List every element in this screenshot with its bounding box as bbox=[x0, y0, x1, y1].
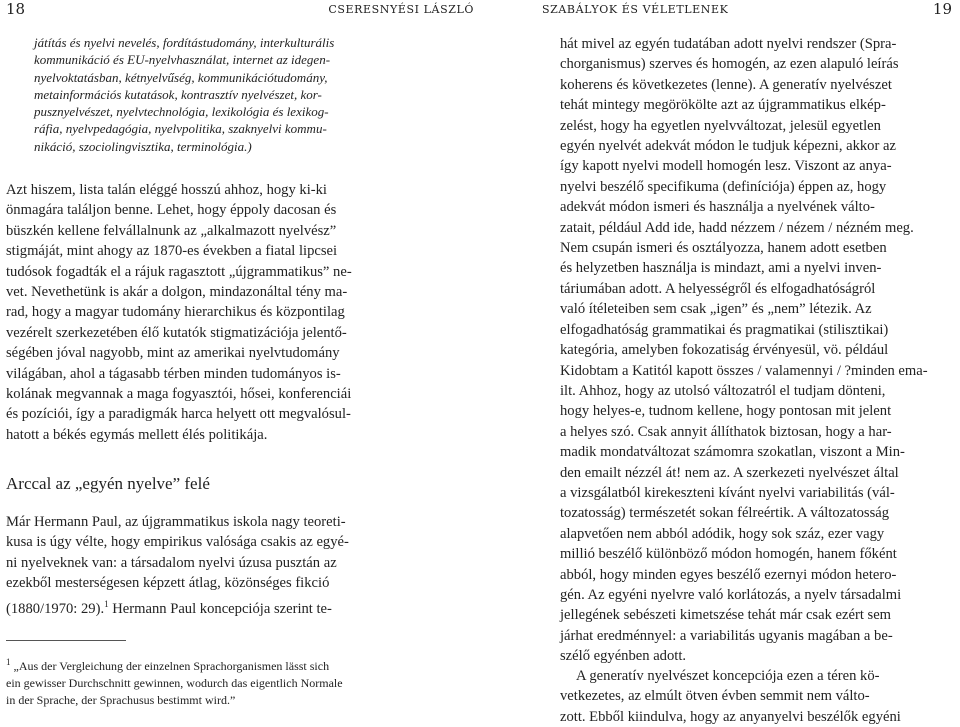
italic-line: metainformációs kutatások, kontrasztív nyelvészet, kor- bbox=[34, 86, 322, 102]
text-line: Kidobtam a Katitól kapott összes / valamennyi / ?minden ema- bbox=[560, 362, 928, 379]
footnote-line: ein gewisser Durchschnitt gewinnen, wodurch das eigentlich Normale bbox=[6, 675, 343, 690]
text-line: koherens és következetes (lenne). A generatív nyelvészet bbox=[560, 76, 892, 93]
citation: (1880/1970: 29). bbox=[6, 600, 105, 617]
text-line: tozatosság) természetét sokan félreértik. A változatosság bbox=[560, 505, 890, 522]
text-line: zott. Ebből kiindulva, hogy az anyanyelvi beszélők egyéni bbox=[560, 708, 901, 725]
text-line: Már Hermann Paul, az újgrammatikus iskola nagy teoreti- bbox=[6, 514, 346, 530]
page-number-left: 18 bbox=[6, 0, 26, 18]
text-line: nyelvi beszélő specifikuma (definíciója) éppen az, hogy bbox=[560, 178, 887, 195]
text-line: elfogadhatóság grammatikai és pragmatikai (stilisztikai) bbox=[560, 321, 889, 338]
italic-line: játítás és nyelvi nevelés, fordítástudomány, interkulturális bbox=[34, 35, 335, 50]
footnote-number: 1 bbox=[6, 657, 11, 667]
text-line: alapvetően nem abból adódik, hogy sok száz, ezer vagy bbox=[560, 525, 885, 542]
text-line: ezekből mesterségesen képzett átlag, közönséges fikció bbox=[6, 575, 330, 592]
paragraph-right-2 bbox=[560, 666, 956, 727]
text-line: vet. Nevethetünk is akár a dolgon, mindazonáltal tény ma- bbox=[6, 284, 348, 301]
text-line: hogy helyes-e, tudnom kellene, hogy pontosan mit jelent bbox=[560, 403, 892, 420]
text-line: büszkén kellene felvállalnunk az „alkalmazott nyelvész” bbox=[6, 222, 337, 239]
text-line: ilt. Ahhoz, hogy az utolsó változatról el tudjam dönteni, bbox=[560, 382, 886, 399]
text-line: jellegének sebészeti kimetszése tehát már csak ezért sem bbox=[560, 607, 892, 624]
text-line: egyén nyelvét adekvát módon le tudjuk képezni, akkor az bbox=[560, 138, 896, 155]
running-head-left: CSERESNYÉSI LÁSZLÓ bbox=[328, 3, 474, 16]
text-line: madik mondatváltozat számomra szokatlan, viszont a Min- bbox=[560, 444, 905, 461]
paragraph-left-1 bbox=[6, 180, 410, 445]
footnote bbox=[6, 654, 410, 708]
paragraph-right-1 bbox=[560, 34, 956, 667]
footnote-divider bbox=[6, 640, 126, 641]
text-line: adekvát módon ismeri és használja a nyelvének válto- bbox=[560, 199, 875, 216]
text-line: a helyes szó. Csak annyit állíthatok biztosan, hogy a har- bbox=[560, 423, 892, 440]
text-line: önmagára találjon benne. Lehet, hogy éppoly dacosan és bbox=[6, 202, 337, 219]
text-line: ségében jóval nagyobb, mint az amerikai nyelvtudomány bbox=[6, 345, 340, 362]
italic-line: kommunikáció és EU-nyelvhasználat, internet az idegen- bbox=[34, 52, 331, 68]
text-line: ni nyelveknek van: a társadalom nyelvi úzusa pusztán az bbox=[6, 554, 337, 571]
text-line: tehát mintegy megörökölte azt az újgrammatikus elkép- bbox=[560, 97, 886, 114]
text-line: millió beszélő különböző módon homogén, hanem főként bbox=[560, 546, 897, 563]
text-line: így kapott nyelvi modell homogén lesz. Viszont az anya- bbox=[560, 158, 892, 175]
text-line: den emailt nézzél át! nem az. A szerkezeti nyelvészet által bbox=[560, 464, 899, 481]
text-line: zelést, hogy ha egyetlen nyelvváltozat, jelesül egyetlen bbox=[560, 117, 881, 134]
text-line: vetkezetes, az elmúlt ötven évben semmit nem válto- bbox=[560, 688, 870, 705]
text-line: világában, ahol a tágasabb térben minden tudományos is- bbox=[6, 365, 341, 382]
footnote-reference[interactable]: 1 bbox=[104, 598, 109, 609]
text-line: stigmáját, mint ahogy az 1870-es években a fiatal lipcsei bbox=[6, 243, 338, 260]
text-line: gén. Az egyéni nyelvre való korlátozás, a nyelv társadalmi bbox=[560, 586, 902, 603]
left-page bbox=[0, 0, 480, 706]
text-line: vezérelt szerkezetében élő kutatók stigmatizációja jelentő- bbox=[6, 324, 347, 341]
text-line: A generatív nyelvészet koncepciója ezen a téren kö- bbox=[576, 668, 880, 684]
text-line bbox=[6, 594, 410, 619]
footnote-line: in der Sprache, der Sprachusus bestimmt wird.” bbox=[6, 692, 236, 707]
page-number-right: 19 bbox=[932, 0, 952, 18]
italic-line: nyelvoktatásban, kétnyelvűség, kommunikációtudomány, bbox=[34, 69, 328, 85]
text-line: Nem csupán ismeri és osztályozza, hanem adott esetben bbox=[560, 240, 887, 257]
italic-line: ráfia, nyelvpedagógia, nyelvpolitika, szaknyelvi kommu- bbox=[34, 121, 327, 137]
italic-line: pusznyelvészet, nyelvtechnológia, lexikológia és lexikog- bbox=[34, 104, 329, 120]
text-line: és pozíciói, így a paradigmák harca helyett ott megvalósul- bbox=[6, 406, 351, 423]
section-heading: Arccal az „egyén nyelve” felé bbox=[6, 474, 210, 493]
text-line: rad, hogy a magyar tudomány hierarchikus és központilag bbox=[6, 304, 345, 321]
footnote-text: „Aus der Vergleichung der einzelnen Sprachorganismen lässt sich bbox=[13, 659, 330, 673]
text-fragment: Hermann Paul koncepciója szerint te- bbox=[112, 600, 332, 617]
text-line: való ítéleteiben sem csak „igen” és „nem” létezik. Az bbox=[560, 301, 872, 318]
text-line: chorganismus) szerves és homogén, az ezen alapuló leírás bbox=[560, 56, 899, 73]
text-line: és helyzetben használja is mindazt, ami a nyelvi inven- bbox=[560, 260, 882, 277]
text-line: hatott a békés egymás mellett élés politikája. bbox=[6, 426, 268, 443]
text-line: a vizsgálatból kirekeszteni kívánt nyelvi variabilitás (vál- bbox=[560, 484, 895, 501]
text-line: szélő egyénben adott. bbox=[560, 648, 687, 665]
text-line: táriumában adott. A helyességről és elfogadhatóságról bbox=[560, 280, 876, 297]
text-line: abból, hogy minden egyes beszélő ezernyi módon hetero- bbox=[560, 566, 897, 583]
italic-line: nikáció, szociolingvisztika, terminológia.) bbox=[34, 138, 252, 154]
italic-list-block bbox=[34, 34, 409, 155]
text-line: kategória, amelyben fokozatiság érvényesül, vö. például bbox=[560, 342, 889, 359]
text-line: járhat eredménnyel: a variabilitás ugyanis magában a be- bbox=[560, 627, 893, 644]
text-line: kusa is úgy vélte, hogy empirikus valósága csakis az egyé- bbox=[6, 534, 349, 551]
text-line: Azt hiszem, lista talán eléggé hosszú ahhoz, hogy ki-ki bbox=[6, 182, 327, 198]
running-head-right: SZABÁLYOK ÉS VÉLETLENEK bbox=[542, 3, 729, 16]
paragraph-left-2 bbox=[6, 512, 410, 619]
text-line: zatait, például Add ide, hadd nézzem / nézem / nézném meg. bbox=[560, 219, 914, 236]
text-line: kolának megvannak a maga fogyasztói, hősei, konferenciái bbox=[6, 386, 352, 403]
footnote-line bbox=[6, 654, 410, 675]
text-line: tudósok fogadták el a rájuk ragasztott „újgrammatikus” ne- bbox=[6, 263, 352, 280]
text-line: hát mivel az egyén tudatában adott nyelvi rendszer (Spra- bbox=[560, 36, 897, 52]
right-page bbox=[480, 0, 960, 725]
